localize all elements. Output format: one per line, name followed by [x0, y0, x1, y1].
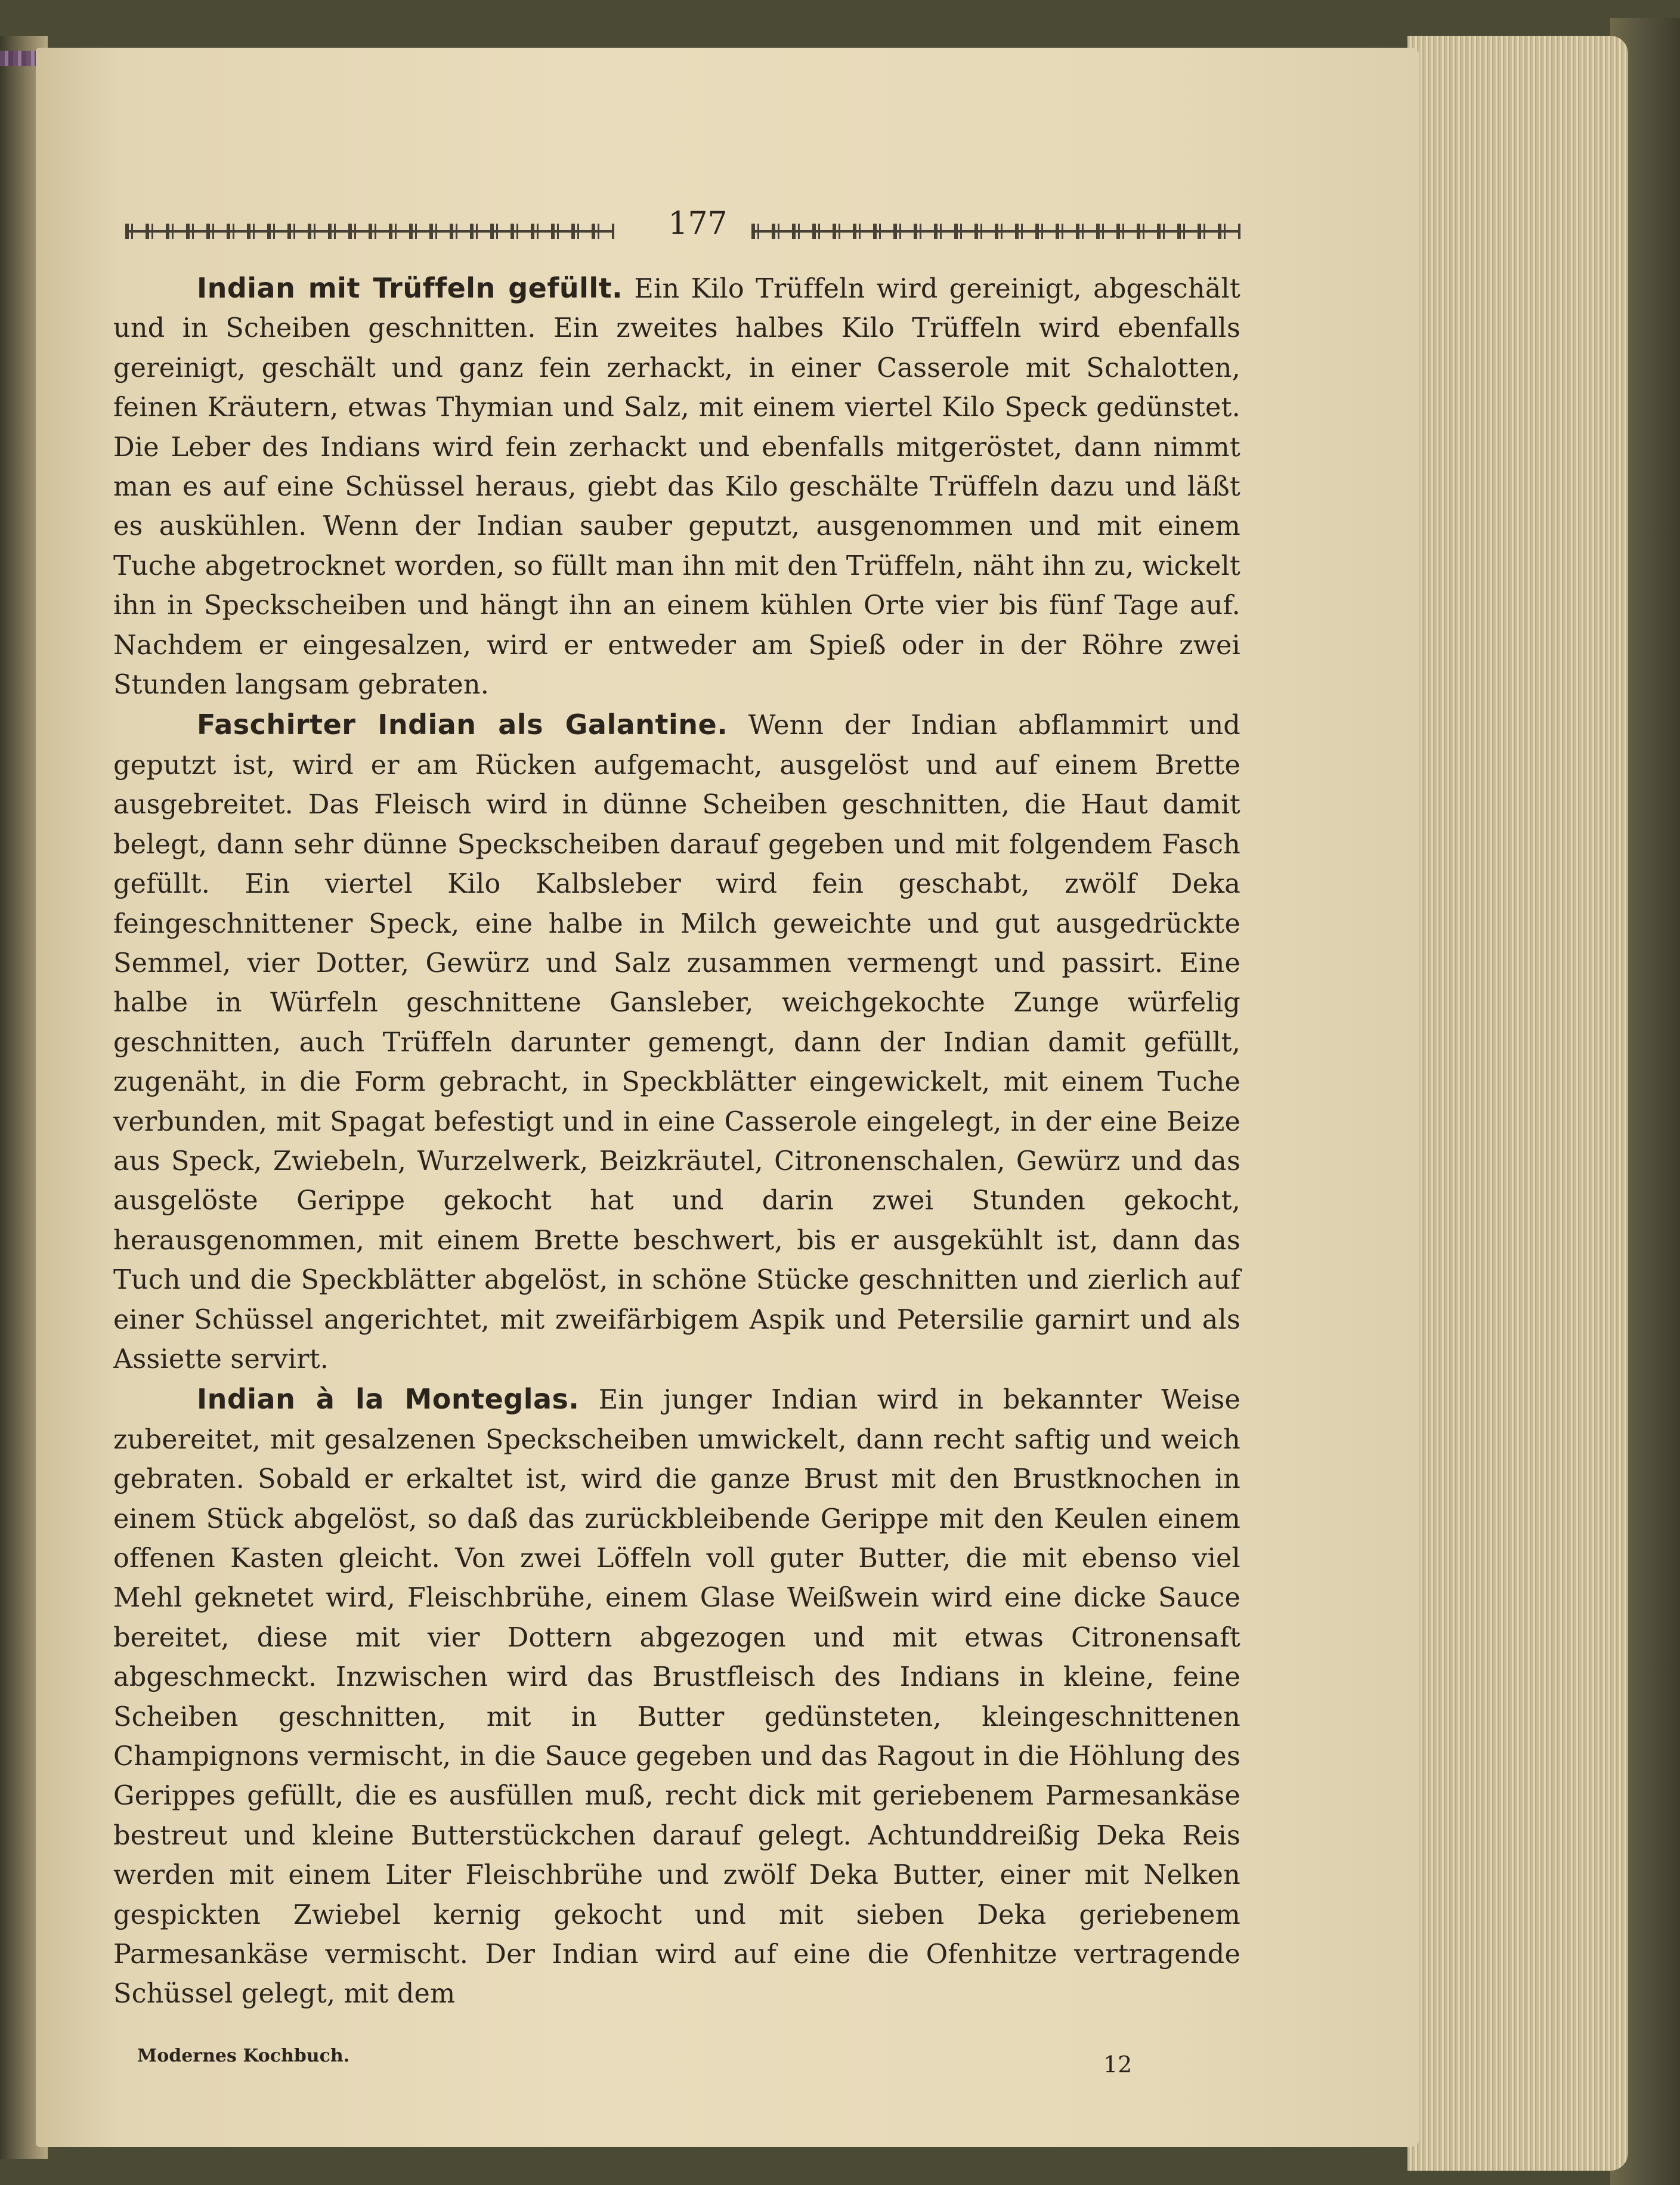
recipe-paragraph: [113, 1379, 1240, 2014]
recipe-text: Wenn der Indian abflammirt und geputzt ist, wird er am Rücken aufgemacht, ausgelöst und auf einem Brette ausgebreitet. Das Fleisch wird in dünne Scheiben geschnitten, die Haut damit belegt, dann sehr dünne Speckscheiben darauf gegeben und mit folgendem Fasch gefüllt. Ein viertel Kilo Kalbsleber wird fein geschabt, zwölf Deka feingeschnittener Speck, eine halbe in Milch geweichte und gut ausgedrückte Semmel, vier Dotter, Gewürz und Salz zusammen vermengt und passirt. Eine halbe in Würfeln geschnittene Gansleber, weichgekochte Zunge würfelig geschnitten, auch Trüffeln darunter gemengt, dann der Indian damit gefüllt, zugenäht, in die Form gebracht, in Speckblätter eingewickelt, mit einem Tuche verbunden, mit Spagat befestigt und in eine Casserole eingelegt, in der eine Beize aus Speck, Zwiebeln, Wurzelwerk, Beizkräutel, Citronenschalen, Gewürz und das ausgelöste Gerippe gekocht hat und darin zwei Stunden gekocht, herausgenommen, mit einem Brette beschwert, bis er ausgekühlt ist, dann das Tuch und die Speckblätter abgelöst, in schöne Stücke geschnitten und zierlich auf einer Schüssel angerichtet, mit zweifärbigem Aspik und Petersilie garnirt und als Assiette servirt.: [113, 710, 1240, 1375]
page-footer: [113, 2045, 1240, 2081]
book-signature: Modernes Kochbuch.: [137, 2045, 350, 2066]
recipe-text: Ein Kilo Trüffeln wird gereinigt, abgeschält und in Scheiben geschnitten. Ein zweites halbes Kilo Trüffeln wird ebenfalls gereinigt, geschält und ganz fein zerhackt, in einer Casserole mit Schalotten, feinen Kräutern, etwas Thymian und Salz, mit einem viertel Kilo Speck gedünstet. Die Leber des Indians wird fein zerhackt und ebenfalls mitgeröstet, dann nimmt man es auf eine Schüssel heraus, giebt das Kilo geschälte Trüffeln dazu und läßt es auskühlen. Wenn der Indian sauber geputzt, ausgenommen und mit einem Tuche abgetrocknet worden, so füllt man ihn mit den Trüffeln, näht ihn zu, wickelt ihn in Speckscheiben und hängt ihn an einem kühlen Orte vier bis fünf Tage auf. Nachdem er eingesalzen, wird er entweder am Spieß oder in der Röhre zwei Stunden langsam gebraten.: [113, 274, 1240, 701]
recipe-title: Faschirter Indian als Galantine.: [197, 708, 728, 741]
sheet-number: 12: [1103, 2051, 1133, 2078]
page-number: 177: [668, 206, 728, 242]
ornament-right: [751, 224, 1240, 239]
recipe-paragraph: [113, 705, 1240, 1379]
recipe-text: Ein junger Indian wird in bekannter Weise zubereitet, mit gesalzenen Speckscheiben umwickelt, dann recht saftig und weich gebraten. Sobald er erkaltet ist, wird die ganze Brust mit den Brustknochen in einem Stück abgelöst, so daß das zurückbleibende Gerippe mit den Keulen einem offenen Kasten gleicht. Von zwei Löffeln voll guter Butter, die mit ebenso viel Mehl geknetet wird, Fleischbrühe, einem Glase Weißwein wird eine dicke Sauce bereitet, diese mit vier Dottern abgezogen und mit etwas Citronensaft abgeschmeckt. Inzwischen wird das Brustfleisch des Indians in kleine, feine Scheiben geschnitten, mit in Butter gedünsteten, kleingeschnittenen Champignons vermischt, in die Sauce gegeben und das Ragout in die Höhlung des Gerippes gefüllt, die es ausfüllen muß, recht dick mit geriebenem Parmesankäse bestreut und kleine Butterstückchen darauf gelegt. Achtunddreißig Deka Reis werden mit einem Liter Fleischbrühe und zwölf Deka Butter, einer mit Nelken gespickten Zwiebel kernig gekocht und mit sieben Deka geriebenem Parmesankäse vermischt. Der Indian wird auf eine die Ofenhitze vertragende Schüssel gelegt, mit dem: [113, 1385, 1240, 2010]
page-edges: [1407, 36, 1628, 2171]
page-header: [119, 206, 1246, 253]
recipe-title: Indian à la Monteglas.: [197, 1383, 580, 1416]
ornament-left: [125, 224, 614, 239]
page-body: [113, 268, 1240, 2014]
recipe-paragraph: [113, 268, 1240, 705]
recipe-title: Indian mit Trüffeln gefüllt.: [197, 272, 623, 304]
